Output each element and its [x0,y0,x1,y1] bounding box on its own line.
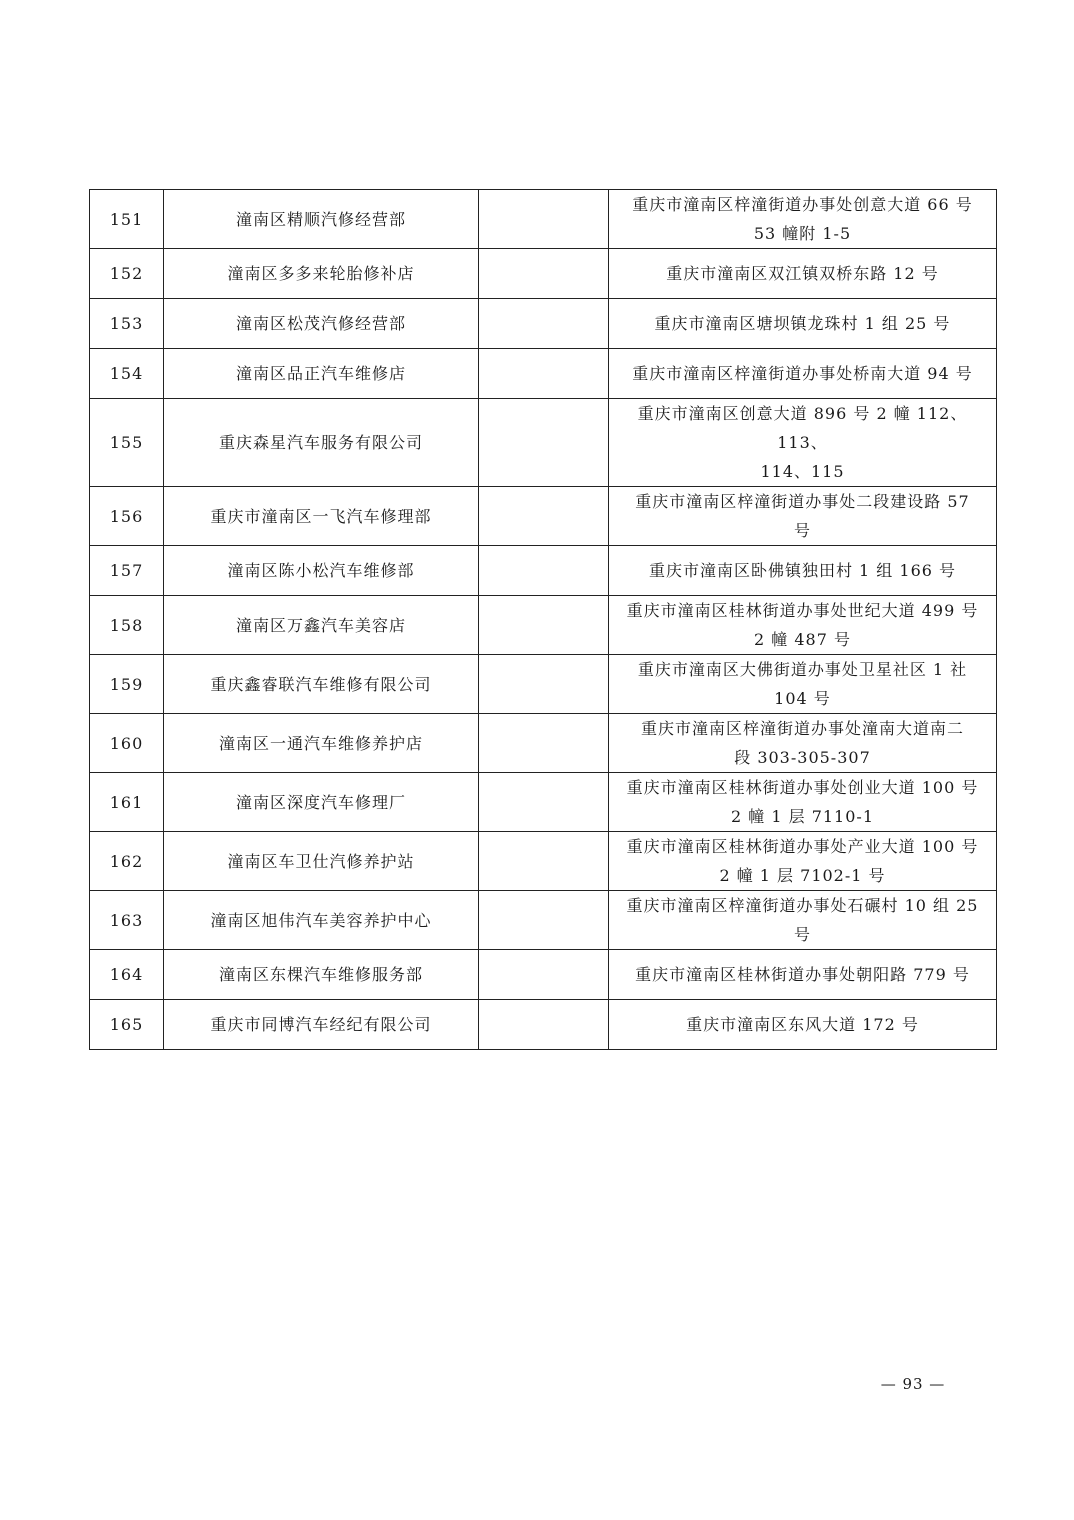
empty-cell [479,950,609,1000]
table-row [90,399,997,487]
address-line: 重庆市潼南区大佛街道办事处卫星社区 1 社 [637,660,968,679]
table-row [90,950,997,1000]
address-cell [609,773,997,832]
row-number-cell: 163 [90,891,164,950]
address-line: 重庆市潼南区梓潼街道办事处潼南大道南二 [640,719,964,738]
empty-cell [479,655,609,714]
table-row [90,349,997,399]
address-line: 重庆市潼南区塘坝镇龙珠村 1 组 25 号 [654,314,951,333]
address-cell [609,832,997,891]
address-cell [609,1000,997,1050]
row-number-cell: 159 [90,655,164,714]
row-number-cell: 158 [90,596,164,655]
business-name-cell: 重庆市潼南区一飞汽车修理部 [164,487,479,546]
row-number-cell: 154 [90,349,164,399]
table-row [90,546,997,596]
table-row [90,299,997,349]
business-name-cell: 潼南区松茂汽修经营部 [164,299,479,349]
address-line: 2 幢 487 号 [754,630,851,649]
row-number-cell: 155 [90,399,164,487]
address-cell [609,546,997,596]
row-number-cell: 164 [90,950,164,1000]
table-body [90,190,997,1050]
address-cell [609,655,997,714]
empty-cell [479,1000,609,1050]
table-row [90,1000,997,1050]
address-cell [609,249,997,299]
address-cell [609,190,997,249]
address-cell [609,714,997,773]
table-row [90,596,997,655]
empty-cell [479,399,609,487]
address-line: 重庆市潼南区卧佛镇独田村 1 组 166 号 [648,561,957,580]
empty-cell [479,714,609,773]
business-name-cell: 重庆森星汽车服务有限公司 [164,399,479,487]
empty-cell [479,546,609,596]
row-number-cell: 160 [90,714,164,773]
business-name-cell: 潼南区多多来轮胎修补店 [164,249,479,299]
empty-cell [479,891,609,950]
empty-cell [479,349,609,399]
row-number-cell: 152 [90,249,164,299]
row-number-cell: 162 [90,832,164,891]
business-name-cell: 重庆市同博汽车经纪有限公司 [164,1000,479,1050]
address-line: 号 [793,925,811,944]
empty-cell [479,299,609,349]
address-line: 重庆市潼南区梓潼街道办事处创意大道 66 号 [632,195,973,214]
address-line: 114、115 [760,462,845,481]
address-line: 重庆市潼南区桂林街道办事处创业大道 100 号 [626,778,979,797]
address-cell [609,349,997,399]
business-name-cell: 潼南区旭伟汽车美容养护中心 [164,891,479,950]
business-name-cell: 潼南区深度汽车修理厂 [164,773,479,832]
business-name-cell: 潼南区一通汽车维修养护店 [164,714,479,773]
address-line: 号 [793,521,811,540]
address-cell [609,487,997,546]
address-line: 重庆市潼南区桂林街道办事处产业大道 100 号 [626,837,979,856]
row-number-cell: 156 [90,487,164,546]
empty-cell [479,487,609,546]
address-line: 重庆市潼南区双江镇双桥东路 12 号 [666,264,939,283]
row-number-cell: 161 [90,773,164,832]
repair-shop-table [89,189,997,1050]
table-row [90,655,997,714]
table-row [90,773,997,832]
empty-cell [479,773,609,832]
empty-cell [479,832,609,891]
address-line: 104 号 [774,689,831,708]
address-cell [609,399,997,487]
empty-cell [479,249,609,299]
table-row [90,832,997,891]
address-line: 段 303-305-307 [734,748,871,767]
address-line: 53 幢附 1-5 [753,224,852,243]
address-line: 重庆市潼南区桂林街道办事处世纪大道 499 号 [626,601,979,620]
business-name-cell: 重庆鑫睿联汽车维修有限公司 [164,655,479,714]
row-number-cell: 165 [90,1000,164,1050]
business-name-cell: 潼南区陈小松汽车维修部 [164,546,479,596]
address-line: 重庆市潼南区梓潼街道办事处石碾村 10 组 25 [626,896,979,915]
address-cell [609,299,997,349]
table-row [90,249,997,299]
address-line: 2 幢 1 层 7110-1 [730,807,874,826]
row-number-cell: 151 [90,190,164,249]
table-row [90,714,997,773]
address-line: 重庆市潼南区梓潼街道办事处二段建设路 57 [635,492,970,511]
empty-cell [479,596,609,655]
business-name-cell: 潼南区车卫仕汽修养护站 [164,832,479,891]
business-name-cell: 潼南区东棵汽车维修服务部 [164,950,479,1000]
row-number-cell: 157 [90,546,164,596]
address-cell [609,891,997,950]
table-row [90,487,997,546]
address-line: 重庆市潼南区桂林街道办事处朝阳路 779 号 [635,965,970,984]
address-cell [609,596,997,655]
address-line: 重庆市潼南区梓潼街道办事处桥南大道 94 号 [632,364,973,383]
address-line: 重庆市潼南区东风大道 172 号 [686,1015,919,1034]
address-line: 2 幢 1 层 7102-1 号 [719,866,886,885]
business-name-cell: 潼南区精顺汽修经营部 [164,190,479,249]
table-row [90,891,997,950]
address-line: 重庆市潼南区创意大道 896 号 2 幢 112、113、 [637,404,968,452]
empty-cell [479,190,609,249]
business-name-cell: 潼南区品正汽车维修店 [164,349,479,399]
table-row [90,190,997,249]
page-number: — 93 — [880,1375,946,1393]
address-cell [609,950,997,1000]
business-name-cell: 潼南区万鑫汽车美容店 [164,596,479,655]
row-number-cell: 153 [90,299,164,349]
